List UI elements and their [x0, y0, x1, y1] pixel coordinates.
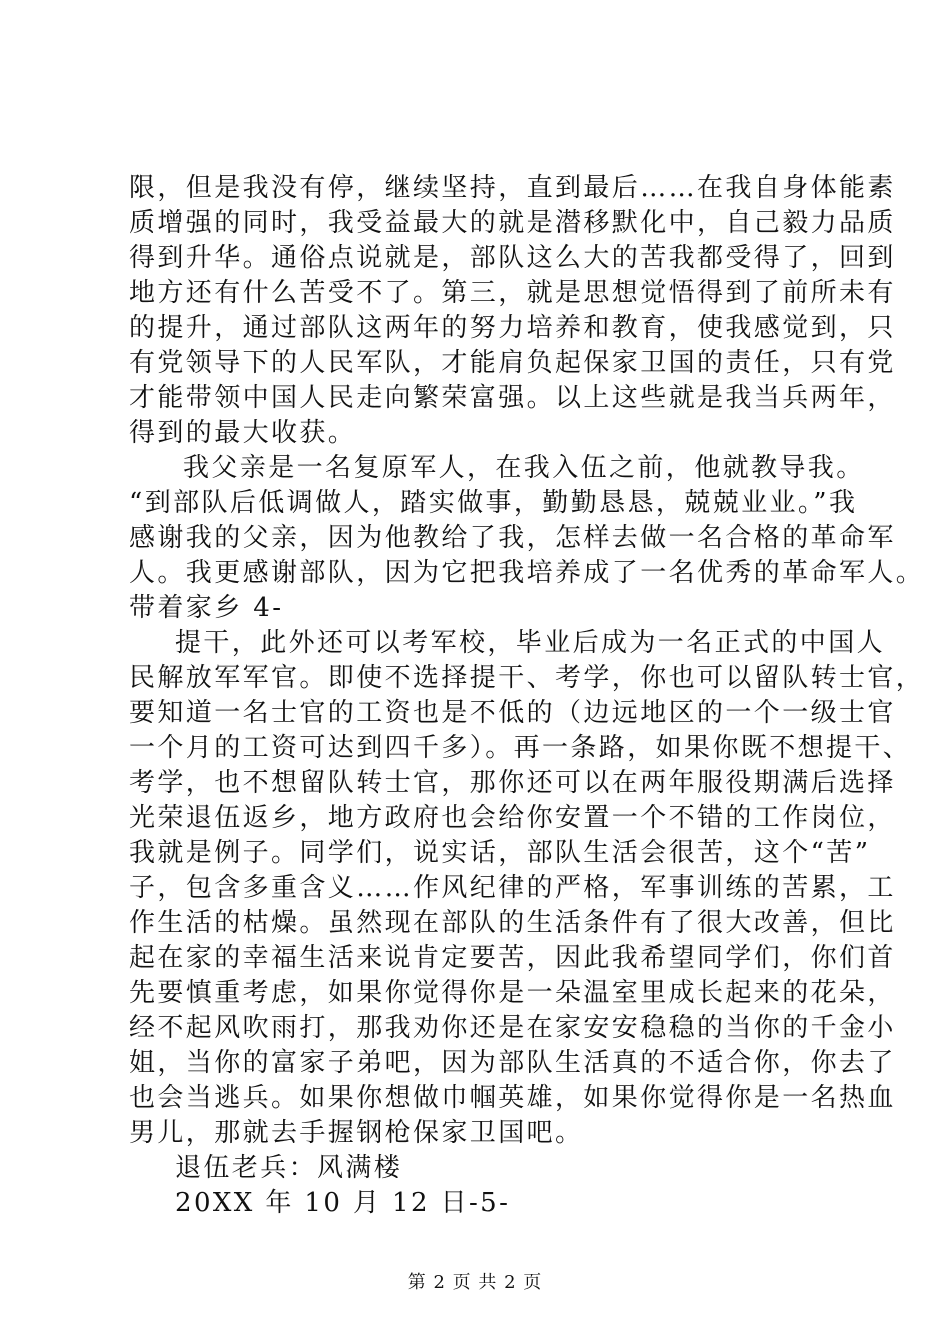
paragraph-1	[129, 171, 896, 451]
text-line: 我父亲是一名复原军人，在我入伍之前，他就教导我。	[183, 453, 865, 483]
text-line: 也会当逃兵。如果你想做巾帼英雄，如果你觉得你是一名热血	[129, 1083, 896, 1113]
paragraph-2	[129, 451, 925, 626]
text-line: 姐，当你的富家子弟吧，因为部队生活真的不适合你，你去了	[129, 1048, 896, 1078]
text-line: 要知道一名士官的工资也是不低的（边远地区的一个一级士官	[129, 698, 896, 728]
text-line: 经不起风吹雨打，那我劝你还是在家安安稳稳的当你的千金小	[129, 1013, 896, 1043]
text-line: 有党领导下的人民军队，才能肩负起保家卫国的责任，只有党	[129, 348, 896, 378]
text-line: 子，包含多重含义……作风纪律的严格，军事训练的苦累，工	[129, 873, 896, 903]
text-line: 光荣退伍返乡，地方政府也会给你安置一个不错的工作岗位，	[129, 803, 896, 833]
text-line: 才能带领中国人民走向繁荣富强。以上这些就是我当兵两年，	[129, 383, 896, 413]
text-line: 作生活的枯燥。虽然现在部队的生活条件有了很大改善，但比	[129, 908, 896, 938]
text-line: 地方还有什么苦受不了。第三，就是思想觉悟得到了前所未有	[129, 278, 896, 308]
text-line: 提干，此外还可以考军校，毕业后成为一名正式的中国人	[175, 628, 886, 658]
text-line: 起在家的幸福生活来说肯定要苦，因此我希望同学们，你们首	[129, 943, 896, 973]
text-line: 男儿，那就去手握钢枪保家卫国吧。	[129, 1118, 584, 1148]
text-line: 质增强的同时，我受益最大的就是潜移默化中，自己毅力品质	[129, 208, 896, 238]
signature-date: 20XX 年 10 月 12 日-5-	[175, 1188, 511, 1218]
text-line: 人。我更感谢部队，因为它把我培养成了一名优秀的革命军人。	[129, 558, 925, 588]
text-line: 的提升，通过部队这两年的努力培养和教育，使我感觉到，只	[129, 313, 896, 343]
text-line: “到部队后低调做人，踏实做事，勤勤恳恳，兢兢业业。”我	[129, 488, 858, 518]
text-line: 民解放军军官。即使不选择提干、考学，你也可以留队转士官，	[129, 663, 925, 693]
text-line: 得到升华。通俗点说就是，部队这么大的苦我都受得了，回到	[129, 243, 896, 273]
document-body	[129, 171, 925, 1221]
text-line: 限，但是我没有停，继续坚持，直到最后……在我自身体能素	[129, 173, 896, 203]
text-line: 得到的最大收获。	[129, 418, 357, 448]
text-line: 感谢我的父亲，因为他教给了我，怎样去做一名合格的革命军	[129, 523, 896, 553]
text-line: 带着家乡 4-	[129, 593, 284, 623]
text-line: 先要慎重考虑，如果你觉得你是一朵温室里成长起来的花朵，	[129, 978, 896, 1008]
text-line: 考学，也不想留队转士官，那你还可以在两年服役期满后选择	[129, 768, 896, 798]
signature-block	[129, 1151, 829, 1221]
signature-author: 退伍老兵：风满楼	[175, 1153, 403, 1183]
text-line: 一个月的工资可达到四千多）。再一条路，如果你既不想提干、	[129, 733, 912, 763]
page-footer: 第 2 页 共 2 页	[407, 1272, 543, 1293]
paragraph-3	[129, 626, 925, 1151]
text-line: 我就是例子。同学们，说实话，部队生活会很苦，这个“苦”	[129, 838, 871, 868]
